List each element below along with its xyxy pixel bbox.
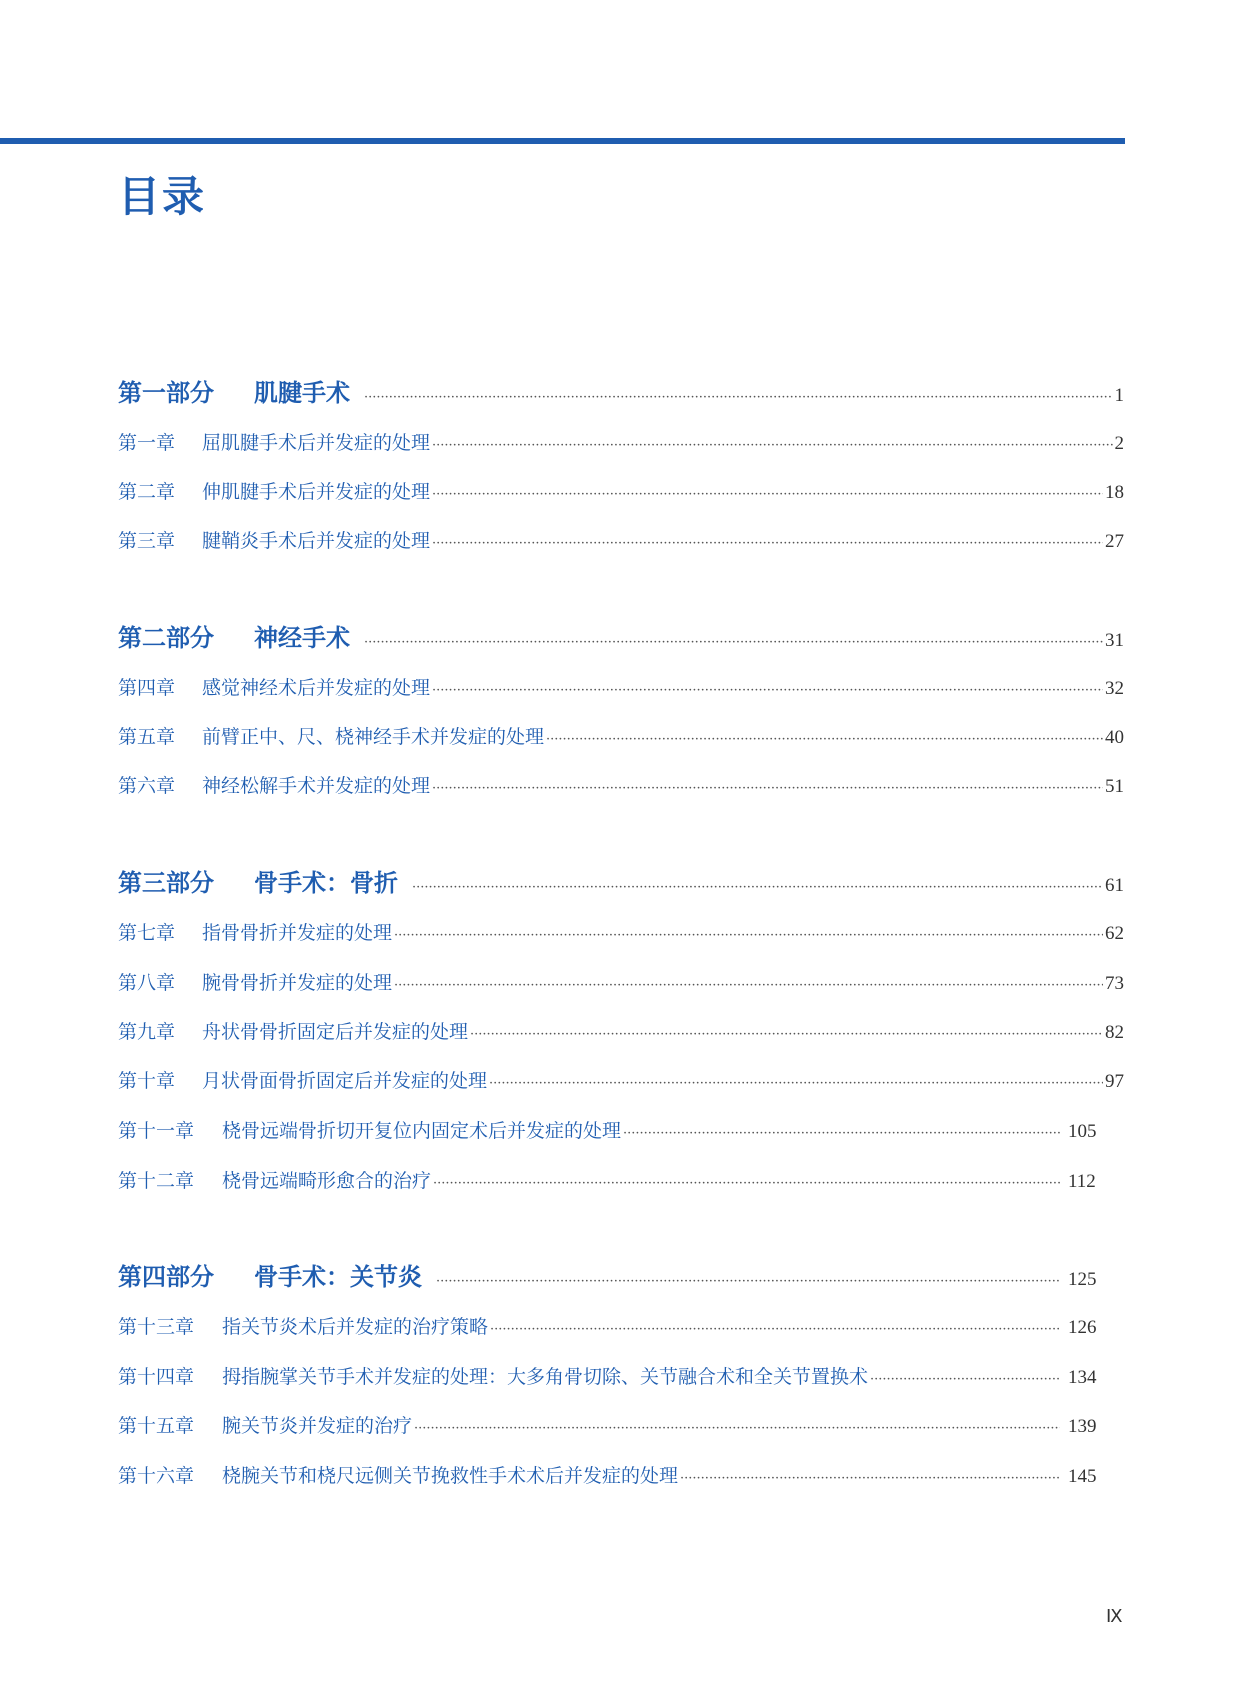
page-number-ref: 1 — [1114, 385, 1124, 406]
toc-chapter-entry[interactable] — [118, 777, 1124, 796]
page-number-ref: 18 — [1105, 482, 1124, 503]
dot-leader — [432, 439, 1112, 452]
chapter-number: 第十六章 — [118, 1465, 195, 1487]
toc-chapter-entry[interactable] — [118, 1122, 1124, 1141]
page-number-ref: 62 — [1105, 923, 1124, 944]
page-number-ref: 51 — [1105, 776, 1124, 797]
chapter-title: 月状骨面骨折固定后并发症的处理 — [202, 1070, 488, 1092]
chapter-number: 第十章 — [118, 1070, 176, 1092]
part-title: 骨手术：骨折 — [254, 869, 398, 897]
chapter-title: 舟状骨骨折固定后并发症的处理 — [202, 1021, 469, 1043]
dot-leader — [414, 1422, 1060, 1435]
chapter-number: 第九章 — [118, 1021, 176, 1043]
part-title: 神经手术 — [254, 624, 350, 652]
page-number-ref: 2 — [1114, 433, 1124, 454]
toc-chapter-entry[interactable] — [118, 1467, 1124, 1486]
dot-leader — [680, 1472, 1060, 1485]
part-number: 第三部分 — [118, 869, 214, 897]
toc-part-entry[interactable] — [118, 1265, 1124, 1289]
page-number: Ⅸ — [1106, 1606, 1123, 1627]
page-number-ref: 105 — [1068, 1121, 1097, 1142]
chapter-title: 腕骨骨折并发症的处理 — [202, 972, 393, 994]
dot-leader — [432, 684, 1103, 697]
chapter-title: 拇指腕掌关节手术并发症的处理：大多角骨切除、关节融合术和全关节置换术 — [222, 1366, 869, 1388]
page-number-ref: 31 — [1105, 630, 1124, 651]
dot-leader — [432, 488, 1103, 501]
page-number-ref: 125 — [1068, 1269, 1097, 1290]
dot-leader — [436, 1275, 1060, 1288]
page-number-ref: 97 — [1105, 1071, 1124, 1092]
dot-leader — [489, 1077, 1103, 1090]
toc-chapter-entry[interactable] — [118, 532, 1124, 551]
page-number-ref: 40 — [1105, 727, 1124, 748]
toc-part-entry[interactable] — [118, 626, 1124, 650]
chapter-number: 第六章 — [118, 775, 176, 797]
chapter-title: 腕关节炎并发症的治疗 — [222, 1415, 413, 1437]
toc-part-entry[interactable] — [118, 381, 1124, 405]
toc-chapter-entry[interactable] — [118, 1023, 1124, 1042]
dot-leader — [412, 881, 1103, 894]
chapter-title: 神经松解手术并发症的处理 — [202, 775, 431, 797]
chapter-number: 第五章 — [118, 726, 176, 748]
dot-leader — [432, 782, 1103, 795]
toc-chapter-entry[interactable] — [118, 679, 1124, 698]
dot-leader — [623, 1127, 1060, 1140]
chapter-title: 指关节炎术后并发症的治疗策略 — [222, 1316, 489, 1338]
page-number-ref: 112 — [1068, 1171, 1096, 1192]
page-number-ref: 134 — [1068, 1367, 1097, 1388]
part-number: 第二部分 — [118, 624, 214, 652]
chapter-number: 第四章 — [118, 677, 176, 699]
dot-leader — [470, 1028, 1103, 1041]
toc-chapter-entry[interactable] — [118, 1417, 1124, 1436]
chapter-number: 第十二章 — [118, 1170, 195, 1192]
chapter-title: 桡腕关节和桡尺远侧关节挽救性手术术后并发症的处理 — [222, 1465, 679, 1487]
top-rule — [0, 138, 1125, 144]
chapter-title: 腱鞘炎手术后并发症的处理 — [202, 530, 431, 552]
dot-leader — [433, 1177, 1060, 1190]
toc-chapter-entry[interactable] — [118, 974, 1124, 993]
chapter-title: 桡骨远端畸形愈合的治疗 — [222, 1170, 432, 1192]
chapter-number: 第二章 — [118, 481, 176, 503]
toc-chapter-entry[interactable] — [118, 1368, 1124, 1387]
part-title: 肌腱手术 — [254, 379, 350, 407]
chapter-number: 第七章 — [118, 922, 176, 944]
toc-chapter-entry[interactable] — [118, 434, 1124, 453]
dot-leader — [364, 391, 1113, 404]
chapter-title: 桡骨远端骨折切开复位内固定术后并发症的处理 — [222, 1120, 622, 1142]
page-number-ref: 27 — [1105, 531, 1124, 552]
chapter-number: 第三章 — [118, 530, 176, 552]
page-number-ref: 126 — [1068, 1317, 1097, 1338]
dot-leader — [490, 1323, 1060, 1336]
page-number-ref: 139 — [1068, 1416, 1097, 1437]
chapter-title: 前臂正中、尺、桡神经手术并发症的处理 — [202, 726, 545, 748]
chapter-number: 第十五章 — [118, 1415, 195, 1437]
toc-chapter-entry[interactable] — [118, 924, 1124, 943]
chapter-title: 屈肌腱手术后并发症的处理 — [202, 432, 431, 454]
part-number: 第四部分 — [118, 1263, 214, 1291]
page-number-ref: 32 — [1105, 678, 1124, 699]
toc-chapter-entry[interactable] — [118, 1318, 1124, 1337]
chapter-number: 第一章 — [118, 432, 176, 454]
dot-leader — [364, 636, 1103, 649]
page-number-ref: 61 — [1105, 875, 1124, 896]
chapter-number: 第十一章 — [118, 1120, 195, 1142]
dot-leader — [394, 979, 1103, 992]
dot-leader — [432, 537, 1103, 550]
chapter-number: 第十三章 — [118, 1316, 195, 1338]
dot-leader — [870, 1373, 1060, 1386]
part-number: 第一部分 — [118, 379, 214, 407]
page-number-ref: 82 — [1105, 1022, 1124, 1043]
chapter-title: 指骨骨折并发症的处理 — [202, 922, 393, 944]
chapter-number: 第十四章 — [118, 1366, 195, 1388]
chapter-number: 第八章 — [118, 972, 176, 994]
toc-chapter-entry[interactable] — [118, 728, 1124, 747]
chapter-title: 感觉神经术后并发症的处理 — [202, 677, 431, 699]
toc-chapter-entry[interactable] — [118, 1172, 1124, 1191]
toc-chapter-entry[interactable] — [118, 1072, 1124, 1091]
dot-leader — [546, 733, 1103, 746]
page-number-ref: 145 — [1068, 1466, 1097, 1487]
chapter-title: 伸肌腱手术后并发症的处理 — [202, 481, 431, 503]
toc-chapter-entry[interactable] — [118, 483, 1124, 502]
page-title: 目录 — [118, 172, 207, 221]
dot-leader — [394, 929, 1103, 942]
toc-part-entry[interactable] — [118, 871, 1124, 895]
page-number-ref: 73 — [1105, 973, 1124, 994]
part-title: 骨手术：关节炎 — [254, 1263, 422, 1291]
